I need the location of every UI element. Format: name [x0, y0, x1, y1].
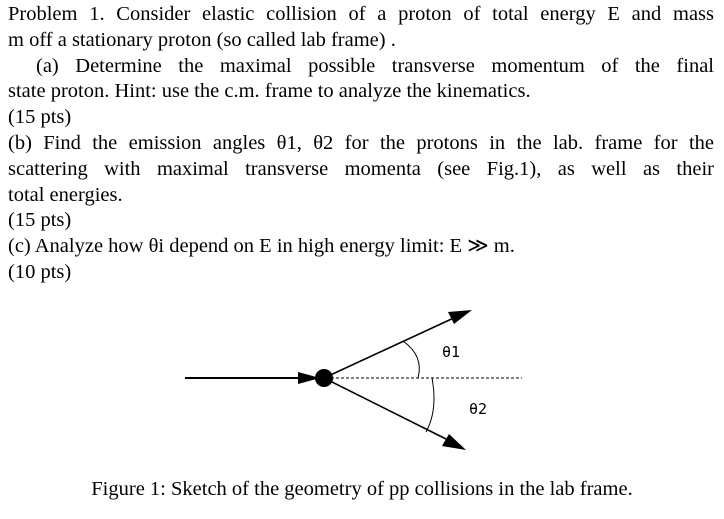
theta1-label: θ1 [442, 343, 461, 361]
part-b-line-2: scattering with maximal transverse momenta (see Fig.1), as well as their [8, 157, 714, 180]
theta2-arc [426, 378, 434, 432]
part-b-line-1: (b) Find the emission angles θ1, θ2 for the protons in the lab. frame for the [8, 131, 714, 154]
part-a-points: (15 pts) [8, 106, 72, 129]
outgoing-arrow-head-2 [442, 434, 466, 450]
collision-vertex [315, 369, 333, 387]
part-b-line-3: total energies. [8, 183, 123, 206]
part-a-line-2: state proton. Hint: use the c.m. frame to analyze the kinematics. [8, 80, 531, 103]
part-b-points: (15 pts) [8, 209, 72, 232]
figure-caption: Figure 1: Sketch of the geometry of pp collisions in the lab frame. [91, 478, 633, 500]
problem-line-2: m off a stationary proton (so called lab frame) . [8, 28, 396, 51]
theta2-label: θ2 [469, 400, 488, 418]
outgoing-arrow-head-1 [448, 310, 472, 324]
part-a-line-1: (a) Determine the maximal possible transverse momentum of the final [36, 54, 714, 77]
part-c-line-1: (c) Analyze how θi depend on E in high energy limit: E ≫ m. [8, 235, 515, 258]
collision-diagram [180, 300, 530, 460]
problem-line-1: Problem 1. Consider elastic collision of a proton of total energy E and mass [8, 3, 714, 25]
problem-text [8, 2, 714, 286]
theta1-arc [403, 341, 419, 378]
outgoing-proton-1-line [324, 316, 461, 378]
part-c-points: (10 pts) [8, 260, 72, 283]
